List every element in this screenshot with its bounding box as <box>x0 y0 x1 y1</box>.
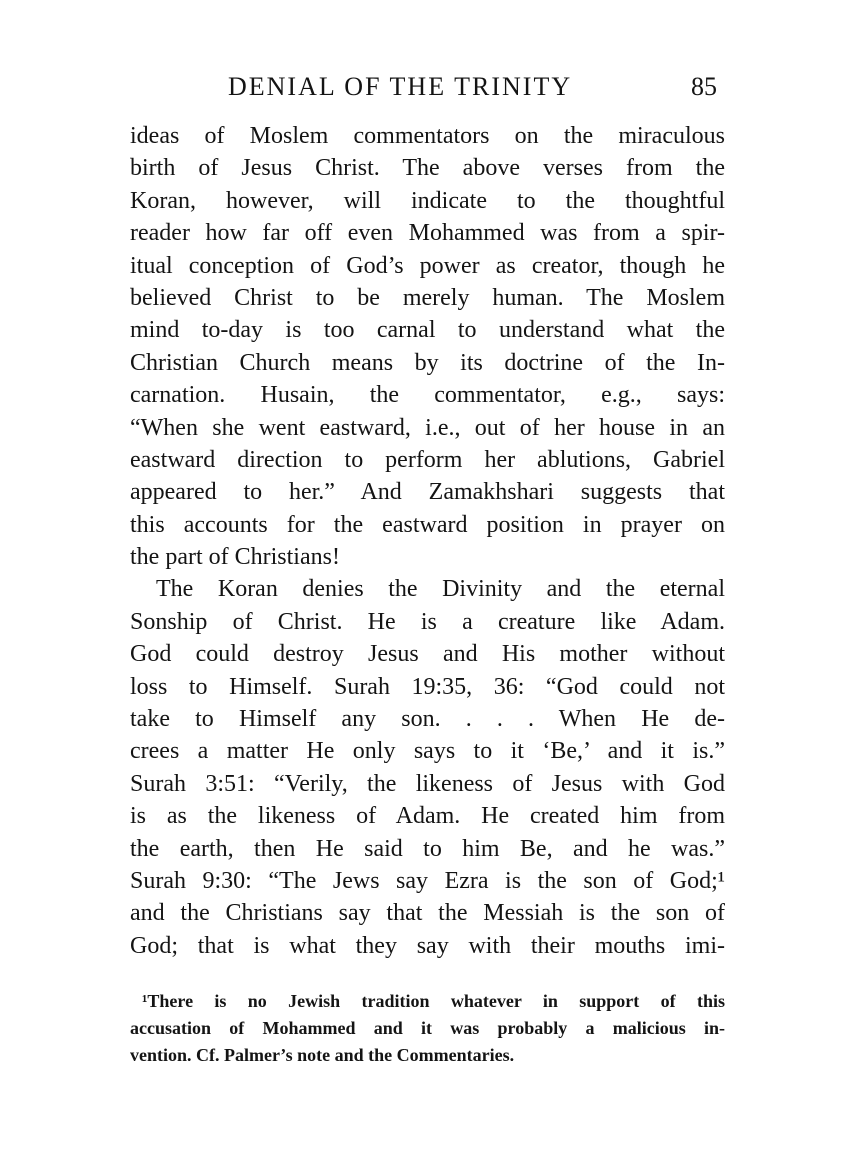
text-line: eastward direction to perform her ablutions, Gabriel <box>130 446 725 473</box>
body-text <box>130 120 725 962</box>
text-line: ideas of Moslem commentators on the miraculous <box>130 123 725 149</box>
text-line: and the Christians say that the Messiah is the son of <box>130 900 725 927</box>
text-line: “When she went eastward, i.e., out of her house in an <box>130 414 725 441</box>
text-line: mind to-day is too carnal to understand what the <box>130 317 725 344</box>
running-head <box>130 66 725 110</box>
footnote <box>130 988 725 1069</box>
text-line: Surah 9:30: “The Jews say Ezra is the son of God;¹ <box>130 867 725 894</box>
text-line: Surah 3:51: “Verily, the likeness of Jesus with God <box>130 770 725 797</box>
text-line: birth of Jesus Christ. The above verses from the <box>130 155 725 182</box>
text-line: Sonship of Christ. He is a creature like Adam. <box>130 608 725 635</box>
text-line: take to Himself any son. . . . When He de- <box>130 706 725 733</box>
text-line: the earth, then He said to him Be, and he was.” <box>130 835 725 862</box>
text-line: God; that is what they say with their mouths imi- <box>130 932 725 959</box>
text-line: The Koran denies the Divinity and the eternal <box>156 576 725 603</box>
footnote-line: accusation of Mohammed and it was probably a malicious in- <box>130 1018 725 1038</box>
chapter-title: DENIAL OF THE TRINITY <box>228 72 573 101</box>
text-line: Christian Church means by its doctrine of the In- <box>130 349 725 376</box>
text-line: God could destroy Jesus and His mother without <box>130 641 725 668</box>
text-line: reader how far off even Mohammed was from a spir- <box>130 220 725 247</box>
text-line: is as the likeness of Adam. He created him from <box>130 803 725 830</box>
text-line: believed Christ to be merely human. The Moslem <box>130 284 725 311</box>
text-line: loss to Himself. Surah 19:35, 36: “God could not <box>130 673 725 700</box>
text-line: the part of Christians! <box>130 544 340 571</box>
footnote-line: vention. Cf. Palmer’s note and the Commentaries. <box>130 1045 515 1065</box>
page-number: 85 <box>691 72 717 101</box>
text-line: this accounts for the eastward position in prayer on <box>130 511 725 538</box>
text-line: crees a matter He only says to it ‘Be,’ and it is.” <box>130 738 725 765</box>
text-line: carnation. Husain, the commentator, e.g., says: <box>130 382 725 409</box>
text-line: Koran, however, will indicate to the thoughtful <box>130 187 725 214</box>
footnote-line: ¹There is no Jewish tradition whatever in support of this <box>142 991 725 1011</box>
text-line: itual conception of God’s power as creator, though he <box>130 252 725 279</box>
text-line: appeared to her.” And Zamakhshari suggests that <box>130 479 725 506</box>
